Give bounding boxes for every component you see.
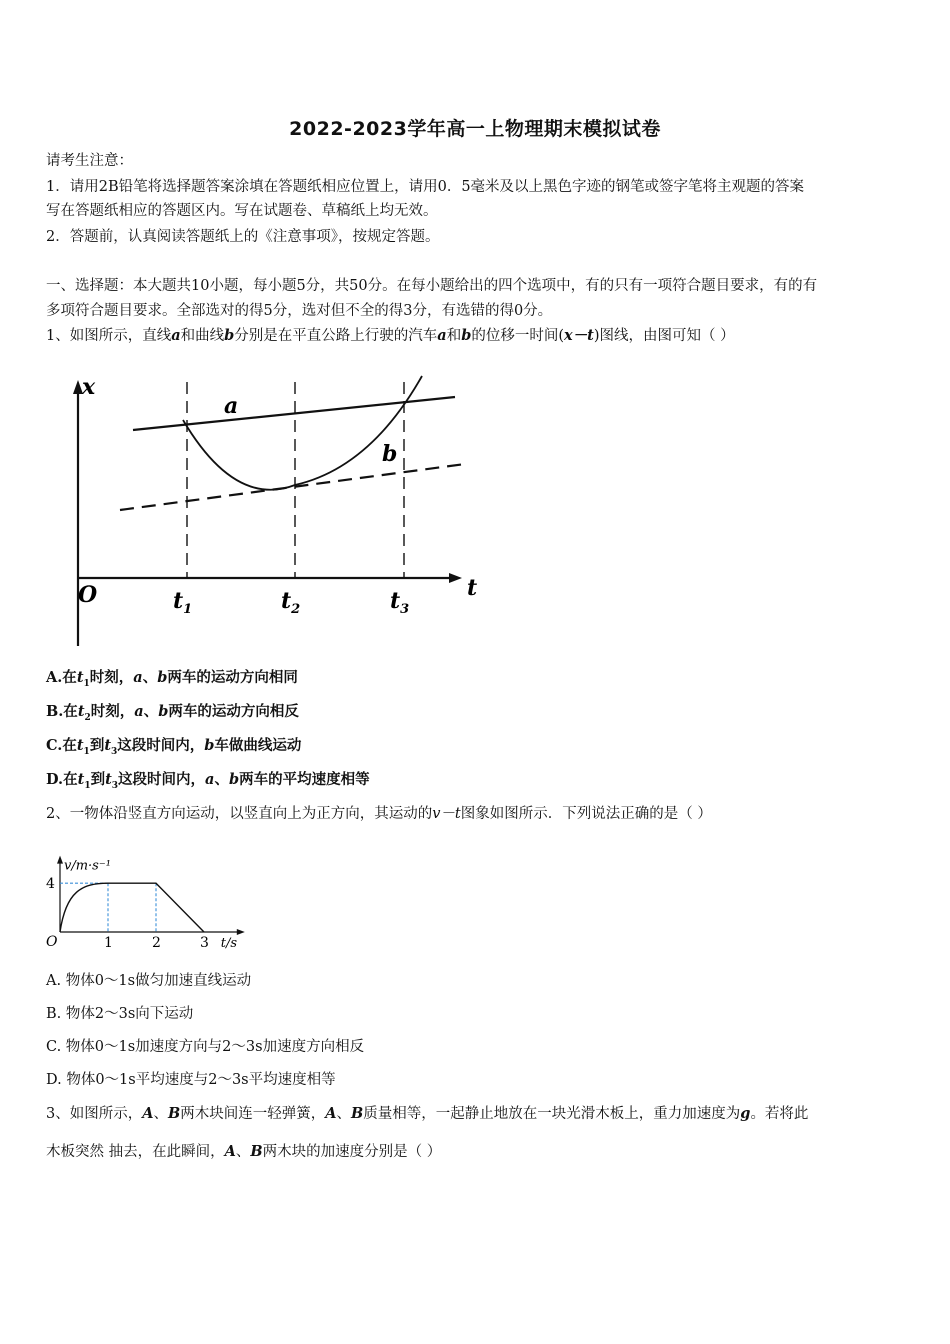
q1-opt-text: C.在 xyxy=(46,737,77,754)
q1-opt-var: a xyxy=(133,669,143,686)
q2-y-arrow xyxy=(57,856,63,864)
q3-var: A xyxy=(224,1143,236,1160)
q3-text: 3、如图所示， xyxy=(46,1106,143,1122)
q2-origin-label: O xyxy=(46,934,58,950)
q1-var-a: a xyxy=(437,327,447,344)
q3-var: A xyxy=(325,1105,337,1122)
q2-series-line xyxy=(60,883,204,932)
q1-tick-labels xyxy=(173,588,409,617)
q2-option-b[interactable]: B. 物体2～3s向下运动 xyxy=(46,1006,194,1022)
notice-item-1-line-1: 1．请用2B铅笔将选择题答案涂填在答题纸相应位置上，请用0．5毫米及以上黑色字迹的钢笔或签字笔将主观题的答案 xyxy=(46,179,805,195)
q1-option-c[interactable] xyxy=(46,736,301,762)
q1-option-a[interactable] xyxy=(46,668,298,694)
q3-text: 、 xyxy=(336,1106,352,1122)
q3-var: B xyxy=(168,1105,181,1122)
q2-y-label: v/m·s⁻¹ xyxy=(64,858,111,874)
q2-x-label: t/s xyxy=(220,936,238,951)
q2-vt-chart xyxy=(40,832,250,952)
q1-var-b: b xyxy=(224,327,235,344)
q1-tick-label-3: $t_3$ xyxy=(390,588,410,617)
q2-var-vt: v－t xyxy=(432,806,461,822)
q1-opt-sub: 3 xyxy=(111,746,118,757)
q1-opt-sub: 2 xyxy=(84,712,91,723)
section-intro-line-1: 一、选择题：本大题共10小题，每小题5分，共50分。在每小题给出的四个选项中，有的只有一项符合题目要求，有的有 xyxy=(46,278,818,294)
q1-var-b: b xyxy=(461,327,472,344)
q1-stem-text: 和 xyxy=(446,328,462,344)
q1-opt-var: t xyxy=(77,703,85,720)
q3-var: g xyxy=(740,1105,751,1122)
q1-opt-text: 两车的运动方向相反 xyxy=(168,703,299,720)
q3-text: 质量相等，一起静止地放在一块光滑木板上，重力加速度为 xyxy=(363,1106,741,1122)
question-3-line-2 xyxy=(46,1142,441,1162)
notice-item-2: 2．答题前，认真阅读答题纸上的《注意事项》，按规定答题。 xyxy=(46,229,440,245)
q1-opt-text: 时刻， xyxy=(89,669,134,686)
q1-opt-var: b xyxy=(228,771,240,788)
q1-var-a: a xyxy=(171,327,181,344)
q2-stem-text: 图象如图所示．下列说法正确的是（ ） xyxy=(460,806,712,822)
q1-opt-text: 两车的运动方向相同 xyxy=(167,669,298,686)
q1-stem-text: 的位移一时间( xyxy=(471,328,564,344)
q1-curve-b xyxy=(183,376,422,490)
q1-opt-sub: 1 xyxy=(83,678,90,689)
q1-opt-text: 、 xyxy=(143,703,159,720)
q1-opt-text: 这段时间内， xyxy=(118,771,206,788)
q2-x-arrow xyxy=(237,929,245,935)
q1-tick-label-1: $t_1$ xyxy=(173,588,193,617)
question-1-stem xyxy=(46,326,735,346)
q1-opt-sub: 1 xyxy=(83,746,90,757)
q1-opt-text: B.在 xyxy=(46,703,78,720)
q1-stem-text: 1、如图所示，直线 xyxy=(46,328,172,344)
q1-x-label: t xyxy=(467,575,478,601)
q1-xt-figure xyxy=(60,368,490,653)
q1-option-b[interactable] xyxy=(46,702,299,728)
q1-opt-text: 到 xyxy=(89,737,105,754)
q1-stem-text: 和曲线 xyxy=(180,328,225,344)
q1-opt-sub: 1 xyxy=(84,780,91,791)
notice-item-1-line-2: 写在答题纸相应的答题区内。写在试题卷、草稿纸上均无效。 xyxy=(46,203,438,219)
q1-opt-var: t xyxy=(76,669,84,686)
q2-guides xyxy=(60,883,156,932)
q1-opt-text: 两车的平均速度相等 xyxy=(239,771,370,788)
q2-option-c[interactable]: C. 物体0～1s加速度方向与2～3s加速度方向相反 xyxy=(46,1039,365,1055)
q1-origin-label: O xyxy=(78,582,98,608)
q3-var: B xyxy=(250,1143,263,1160)
q1-tick-label-2: $t_2$ xyxy=(281,588,301,617)
q3-text: 两木块间连一轻弹簧， xyxy=(180,1106,326,1122)
q2-stem-text: 2、一物体沿竖直方向运动，以竖直向上为正方向，其运动的 xyxy=(46,806,433,822)
q1-option-d[interactable] xyxy=(46,770,370,796)
q1-opt-var: b xyxy=(157,669,168,686)
q2-x-tick-label: 2 xyxy=(152,935,161,951)
question-3-line-1 xyxy=(46,1104,808,1124)
q1-opt-text: D.在 xyxy=(46,771,78,788)
q1-opt-text: 、 xyxy=(214,771,229,788)
q3-var: B xyxy=(351,1105,364,1122)
section-intro-line-2: 多项符合题目要求。全部选对的得5分，选对但不全的得3分，有选错的得0分。 xyxy=(46,303,553,319)
q3-text: 、 xyxy=(153,1106,168,1122)
q1-opt-text: 、 xyxy=(142,669,158,686)
q2-y-tick-label: 4 xyxy=(46,876,55,893)
q1-curve-b-label: b xyxy=(382,441,398,467)
q1-opt-var: b xyxy=(158,703,169,720)
q3-text: 木板突然 抽去，在此瞬间， xyxy=(46,1144,225,1160)
q1-stem-text: 分别是在平直公路上行驶的汽车 xyxy=(234,328,438,344)
q1-y-label: x xyxy=(82,374,96,400)
q1-opt-var: t xyxy=(104,737,112,754)
notice-heading: 请考生注意： xyxy=(46,153,133,169)
q2-x-tick-label: 3 xyxy=(200,935,209,951)
q1-opt-text: 时刻， xyxy=(90,703,135,720)
q1-opt-text: 这段时间内， xyxy=(117,737,205,754)
q1-opt-var: a xyxy=(205,771,215,788)
q1-opt-sub: 3 xyxy=(111,780,119,791)
q2-option-d[interactable]: D. 物体0～1s平均速度与2～3s平均速度相等 xyxy=(46,1072,336,1088)
q1-tangent-line xyxy=(120,464,465,510)
q1-opt-var: b xyxy=(204,737,215,754)
page-title: 2022-2023学年高一上物理期末模拟试卷 xyxy=(289,118,661,140)
q1-opt-var: a xyxy=(134,703,144,720)
q1-x-arrow xyxy=(449,573,462,583)
q1-opt-text: 到 xyxy=(90,771,106,788)
q3-var: A xyxy=(142,1105,154,1122)
q1-var-xt: x－t xyxy=(564,327,594,344)
q2-labels xyxy=(46,859,237,951)
q1-opt-var: t xyxy=(105,771,112,788)
q3-text: 两木块的加速度分别是（ ） xyxy=(262,1144,442,1160)
q3-text: 。若将此 xyxy=(750,1106,809,1122)
q1-opt-text: 车做曲线运动 xyxy=(214,737,302,754)
q2-option-a[interactable]: A. 物体0～1s做匀加速直线运动 xyxy=(46,973,252,989)
q1-stem-text: )图线，由图可知（ ） xyxy=(593,328,735,344)
q3-text: 、 xyxy=(235,1144,251,1160)
q1-opt-var: t xyxy=(77,771,85,788)
q2-x-tick-label: 1 xyxy=(104,935,113,951)
q1-opt-text: A.在 xyxy=(46,669,77,686)
q1-opt-var: t xyxy=(76,737,84,754)
q1-line-a-label: a xyxy=(224,393,239,419)
question-2-stem xyxy=(46,804,712,824)
